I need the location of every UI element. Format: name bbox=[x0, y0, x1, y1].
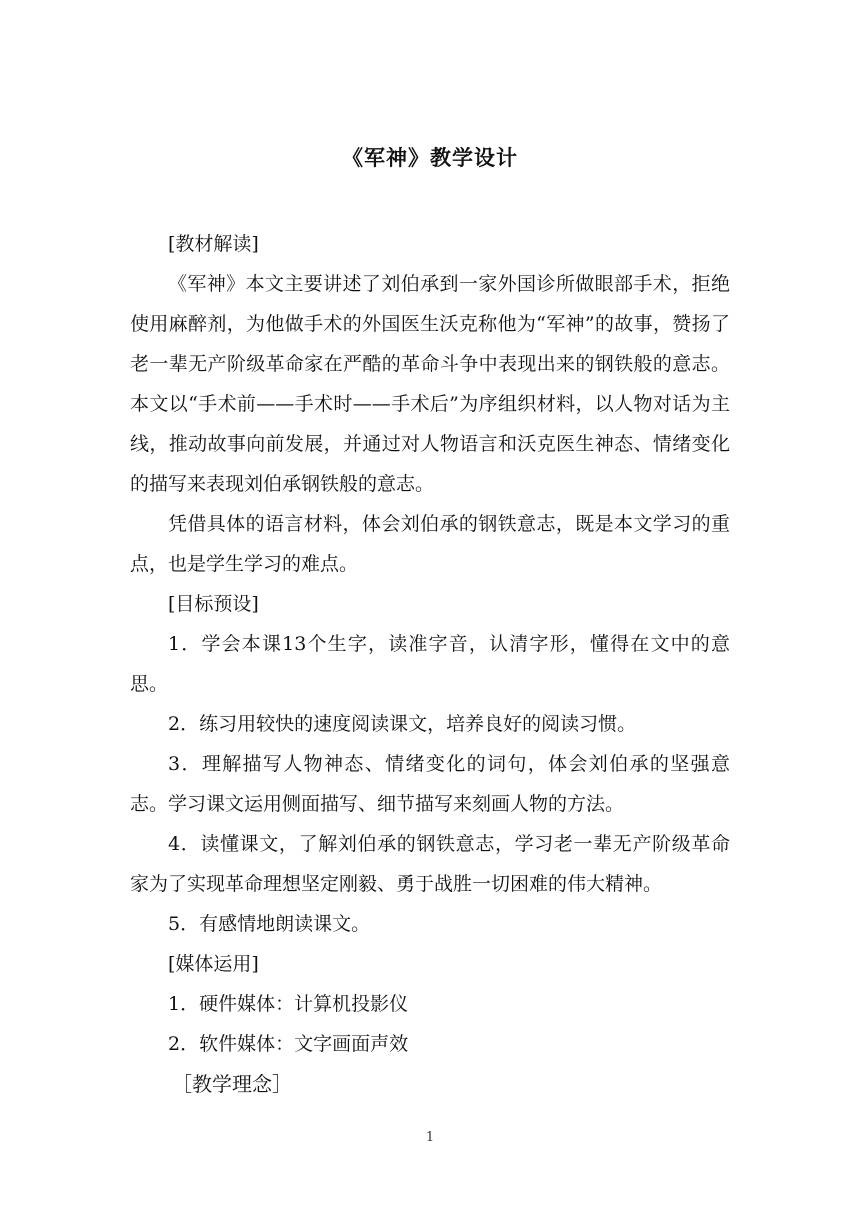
page-number: 1 bbox=[425, 1130, 435, 1145]
section-heading-textbook-analysis: [教材解读] bbox=[168, 233, 259, 255]
document-title: 《军神》教学设计 bbox=[342, 146, 518, 170]
paragraph-key-point: 凭借具体的语言材料，体会刘伯承的钢铁意志，既是本文学习的重点，也是学生学习的难点。 bbox=[130, 513, 730, 575]
section-heading-media: [媒体运用] bbox=[168, 953, 259, 975]
section-heading-teaching-philosophy: ［教学理念］ bbox=[172, 1072, 292, 1096]
paragraph-textbook-summary: 《军神》本文主要讲述了刘伯承到一家外国诊所做眼部手术，拒绝使用麻醉剂，为他做手术的外国医生沃克称他为“军神”的故事，赞扬了老一辈无产阶级革命家在严酷的革命斗争中表现出来的钢铁般的意志。本文以“手术前——手术时——手术后”为序组织材料，以人物对话为主线，推动故事向前发展，并通过对人物语言和沃克医生神态、情绪变化的描写来表现刘伯承钢铁般的意志。 bbox=[130, 273, 730, 495]
objective-item-1: 1．学会本课13个生字，读准字音，认清字形，懂得在文中的意思。 bbox=[130, 633, 730, 695]
section-heading-objectives: [目标预设] bbox=[168, 593, 259, 615]
document-body bbox=[130, 224, 730, 1104]
objective-item-5: 5．有感情地朗读课文。 bbox=[168, 913, 371, 935]
objective-item-4: 4．读懂课文，了解刘伯承的钢铁意志，学习老一辈无产阶级革命家为了实现革命理想坚定刚毅、勇于战胜一切困难的伟大精神。 bbox=[130, 833, 730, 895]
objective-item-3: 3．理解描写人物神态、情绪变化的词句，体会刘伯承的坚强意志。学习课文运用侧面描写、细节描写来刻画人物的方法。 bbox=[130, 753, 730, 815]
objective-item-2: 2．练习用较快的速度阅读课文，培养良好的阅读习惯。 bbox=[168, 713, 637, 735]
media-item-1: 1．硬件媒体：计算机投影仪 bbox=[168, 993, 409, 1015]
media-item-2: 2．软件媒体：文字画面声效 bbox=[168, 1033, 409, 1055]
